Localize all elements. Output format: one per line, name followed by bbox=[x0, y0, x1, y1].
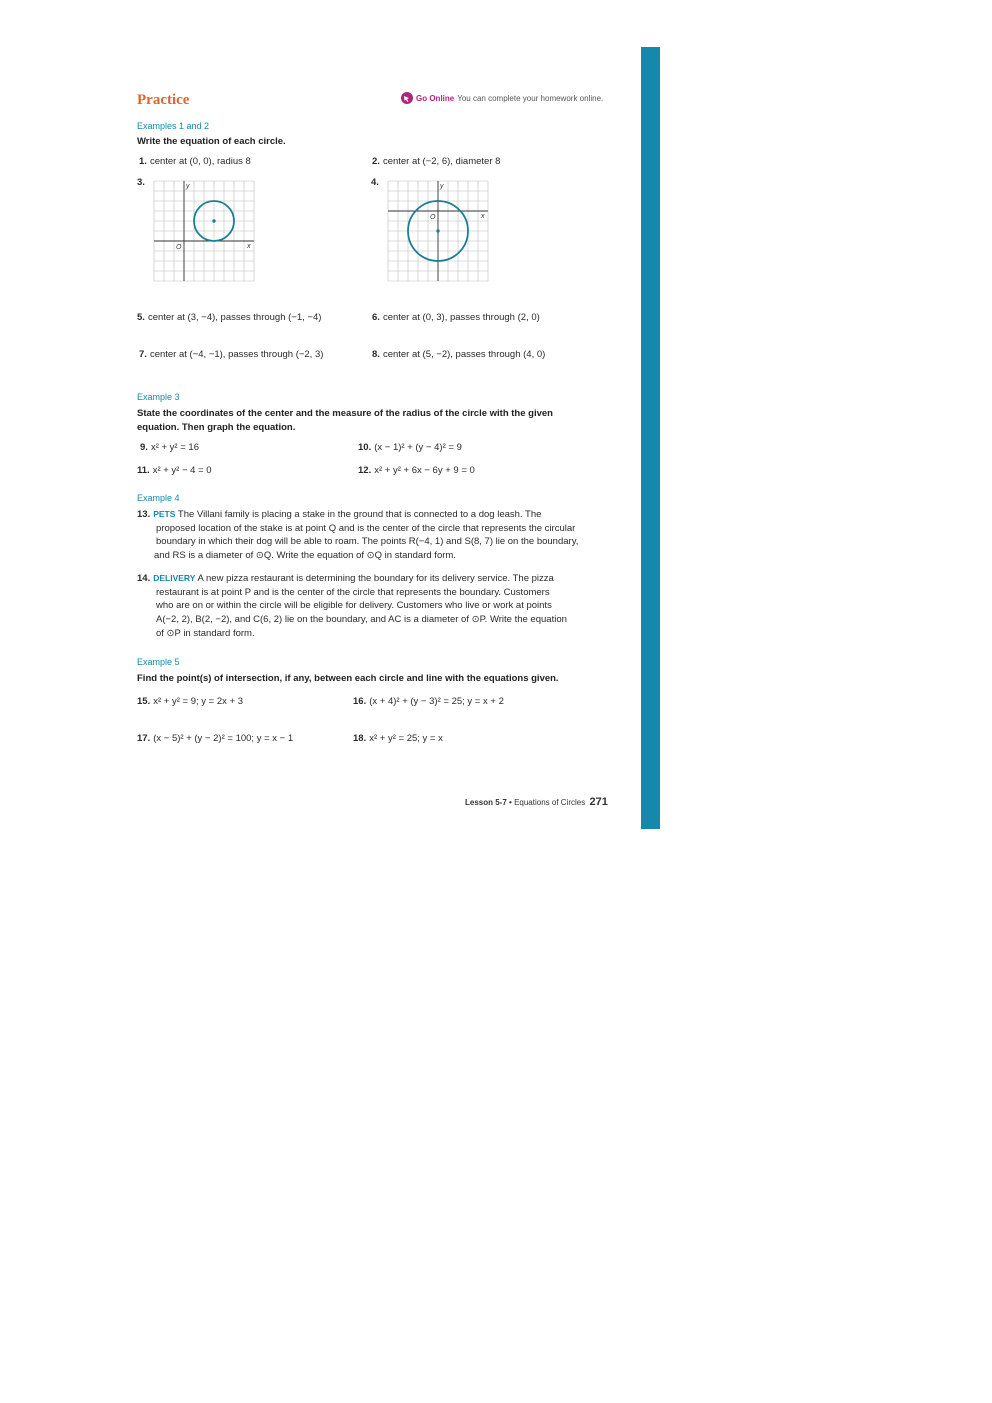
side-color-bar bbox=[641, 47, 660, 829]
exercise-15 bbox=[137, 696, 243, 707]
exercise-number: 1. bbox=[139, 156, 147, 167]
footer-title: Equations of Circles bbox=[514, 798, 586, 807]
exercise-text: x² + y² = 9; y = 2x + 3 bbox=[153, 696, 243, 707]
exercise-text: x² + y² + 6x − 6y + 9 = 0 bbox=[374, 465, 475, 476]
exercise-number: 17. bbox=[137, 733, 151, 744]
exercise-number: 7. bbox=[139, 349, 147, 360]
graph-3 bbox=[153, 180, 255, 282]
exercise-14-line-4: A(−2, 2), B(2, −2), and C(6, 2) lie on the boundary, and AC is a diameter of ⊙P. Write the equation bbox=[156, 614, 567, 626]
page-footer bbox=[465, 796, 608, 808]
exercise-11 bbox=[137, 465, 212, 476]
exercise-14-tag: DELIVERY bbox=[153, 573, 196, 583]
section-heading-examples-1-2: Examples 1 and 2 bbox=[137, 121, 210, 131]
graph-3-x-label: x bbox=[247, 243, 251, 250]
exercise-3-number bbox=[137, 177, 148, 188]
instruction-state-coordinates-line1: State the coordinates of the center and the measure of the radius of the circle with the given bbox=[137, 408, 553, 419]
exercise-text: center at (5, −2), passes through (4, 0) bbox=[382, 349, 546, 360]
exercise-number: 4. bbox=[371, 177, 379, 188]
exercise-text: (x − 1)² + (y − 4)² = 9 bbox=[374, 442, 462, 453]
go-online-banner[interactable] bbox=[401, 92, 603, 104]
exercise-14-line-3: who are on or within the circle will be eligible for delivery. Customers who live or work at points bbox=[156, 600, 552, 612]
graph-4-x-label: x bbox=[481, 213, 485, 220]
graph-3-y-label: y bbox=[186, 183, 190, 190]
exercise-13-line-2: proposed location of the stake is at point Q and is the center of the circle that represents the circular bbox=[156, 522, 576, 534]
page-number: 271 bbox=[589, 796, 608, 808]
exercise-text: center at (−4, −1), passes through (−2, 3) bbox=[149, 349, 324, 360]
exercise-13 bbox=[137, 508, 578, 563]
exercise-13-text: The Villani family is placing a stake in the ground that is connected to a dog leash. The bbox=[177, 509, 542, 520]
exercise-text: center at (3, −4), passes through (−1, −4) bbox=[147, 312, 322, 323]
exercise-text: center at (0, 3), passes through (2, 0) bbox=[382, 312, 540, 323]
exercise-17 bbox=[137, 733, 293, 744]
exercise-text: (x + 4)² + (y − 3)² = 25; y = x + 2 bbox=[369, 696, 504, 707]
graph-3-grid bbox=[154, 181, 254, 281]
exercise-4-number bbox=[371, 177, 382, 188]
go-online-icon bbox=[401, 92, 413, 104]
exercise-5 bbox=[137, 312, 321, 323]
exercise-10 bbox=[358, 442, 462, 453]
exercise-number: 15. bbox=[137, 696, 151, 707]
exercise-number: 2. bbox=[372, 156, 380, 167]
exercise-13-line-4: and RS is a diameter of ⊙Q. Write the equation of ⊙Q in standard form. bbox=[154, 550, 456, 562]
exercise-text: center at (0, 0), radius 8 bbox=[149, 156, 251, 167]
graph-4-origin-label: O bbox=[430, 214, 436, 221]
instruction-state-coordinates-line2: equation. Then graph the equation. bbox=[137, 422, 296, 433]
exercise-number: 5. bbox=[137, 312, 145, 323]
exercise-number: 18. bbox=[353, 733, 367, 744]
exercise-text: x² + y² = 25; y = x bbox=[369, 733, 443, 744]
footer-lesson: Lesson 5-7 • bbox=[465, 798, 512, 807]
exercise-6 bbox=[372, 312, 540, 323]
instruction-write-equation: Write the equation of each circle. bbox=[137, 136, 286, 147]
page-title: Practice bbox=[137, 92, 190, 108]
exercise-9 bbox=[140, 442, 199, 453]
exercise-number: 3. bbox=[137, 177, 145, 188]
exercise-number: 6. bbox=[372, 312, 380, 323]
exercise-text: x² + y² = 16 bbox=[150, 442, 199, 453]
exercise-14-line-2: restaurant is at point P and is the center of the circle that represents the boundary. Customers bbox=[156, 586, 550, 598]
exercise-number: 14. bbox=[137, 573, 151, 584]
graph-4-center-point bbox=[436, 229, 439, 232]
exercise-14 bbox=[137, 572, 567, 641]
exercise-number: 13. bbox=[137, 509, 151, 520]
section-heading-example-4: Example 4 bbox=[137, 493, 180, 503]
exercise-number: 11. bbox=[137, 465, 150, 476]
exercise-2 bbox=[372, 156, 500, 167]
exercise-number: 8. bbox=[372, 349, 380, 360]
graph-4-y-label: y bbox=[440, 183, 444, 190]
section-heading-example-3: Example 3 bbox=[137, 392, 180, 402]
exercise-number: 16. bbox=[353, 696, 367, 707]
exercise-8 bbox=[372, 349, 545, 360]
exercise-14-line-1 bbox=[137, 572, 567, 586]
exercise-number: 12. bbox=[358, 465, 372, 476]
exercise-1 bbox=[139, 156, 251, 167]
exercise-18 bbox=[353, 733, 443, 744]
exercise-text: center at (−2, 6), diameter 8 bbox=[382, 156, 501, 167]
instruction-find-intersection: Find the point(s) of intersection, if any, between each circle and line with the equations given. bbox=[137, 673, 559, 684]
graph-3-center-point bbox=[212, 219, 215, 222]
exercise-number: 10. bbox=[358, 442, 372, 453]
graph-4 bbox=[387, 180, 489, 282]
exercise-13-tag: PETS bbox=[153, 509, 176, 519]
exercise-12 bbox=[358, 465, 475, 476]
exercise-14-text: A new pizza restaurant is determining the boundary for its delivery service. The pizza bbox=[197, 573, 554, 584]
exercise-14-line-5: of ⊙P in standard form. bbox=[156, 627, 255, 639]
graph-3-origin-label: O bbox=[176, 244, 182, 251]
go-online-text: You can complete your homework online. bbox=[457, 93, 604, 103]
section-heading-example-5: Example 5 bbox=[137, 657, 180, 667]
exercise-7 bbox=[139, 349, 323, 360]
exercise-text: x² + y² − 4 = 0 bbox=[152, 465, 212, 476]
exercise-13-line-1 bbox=[137, 508, 578, 522]
exercise-number: 9. bbox=[140, 442, 148, 453]
exercise-13-line-3: boundary in which their dog will be able to roam. The points R(−4, 1) and S(8, 7) lie on the boundary, bbox=[156, 536, 579, 548]
exercise-16 bbox=[353, 696, 504, 707]
exercise-text: (x − 5)² + (y − 2)² = 100; y = x − 1 bbox=[153, 733, 294, 744]
go-online-label[interactable]: Go Online bbox=[416, 93, 455, 103]
